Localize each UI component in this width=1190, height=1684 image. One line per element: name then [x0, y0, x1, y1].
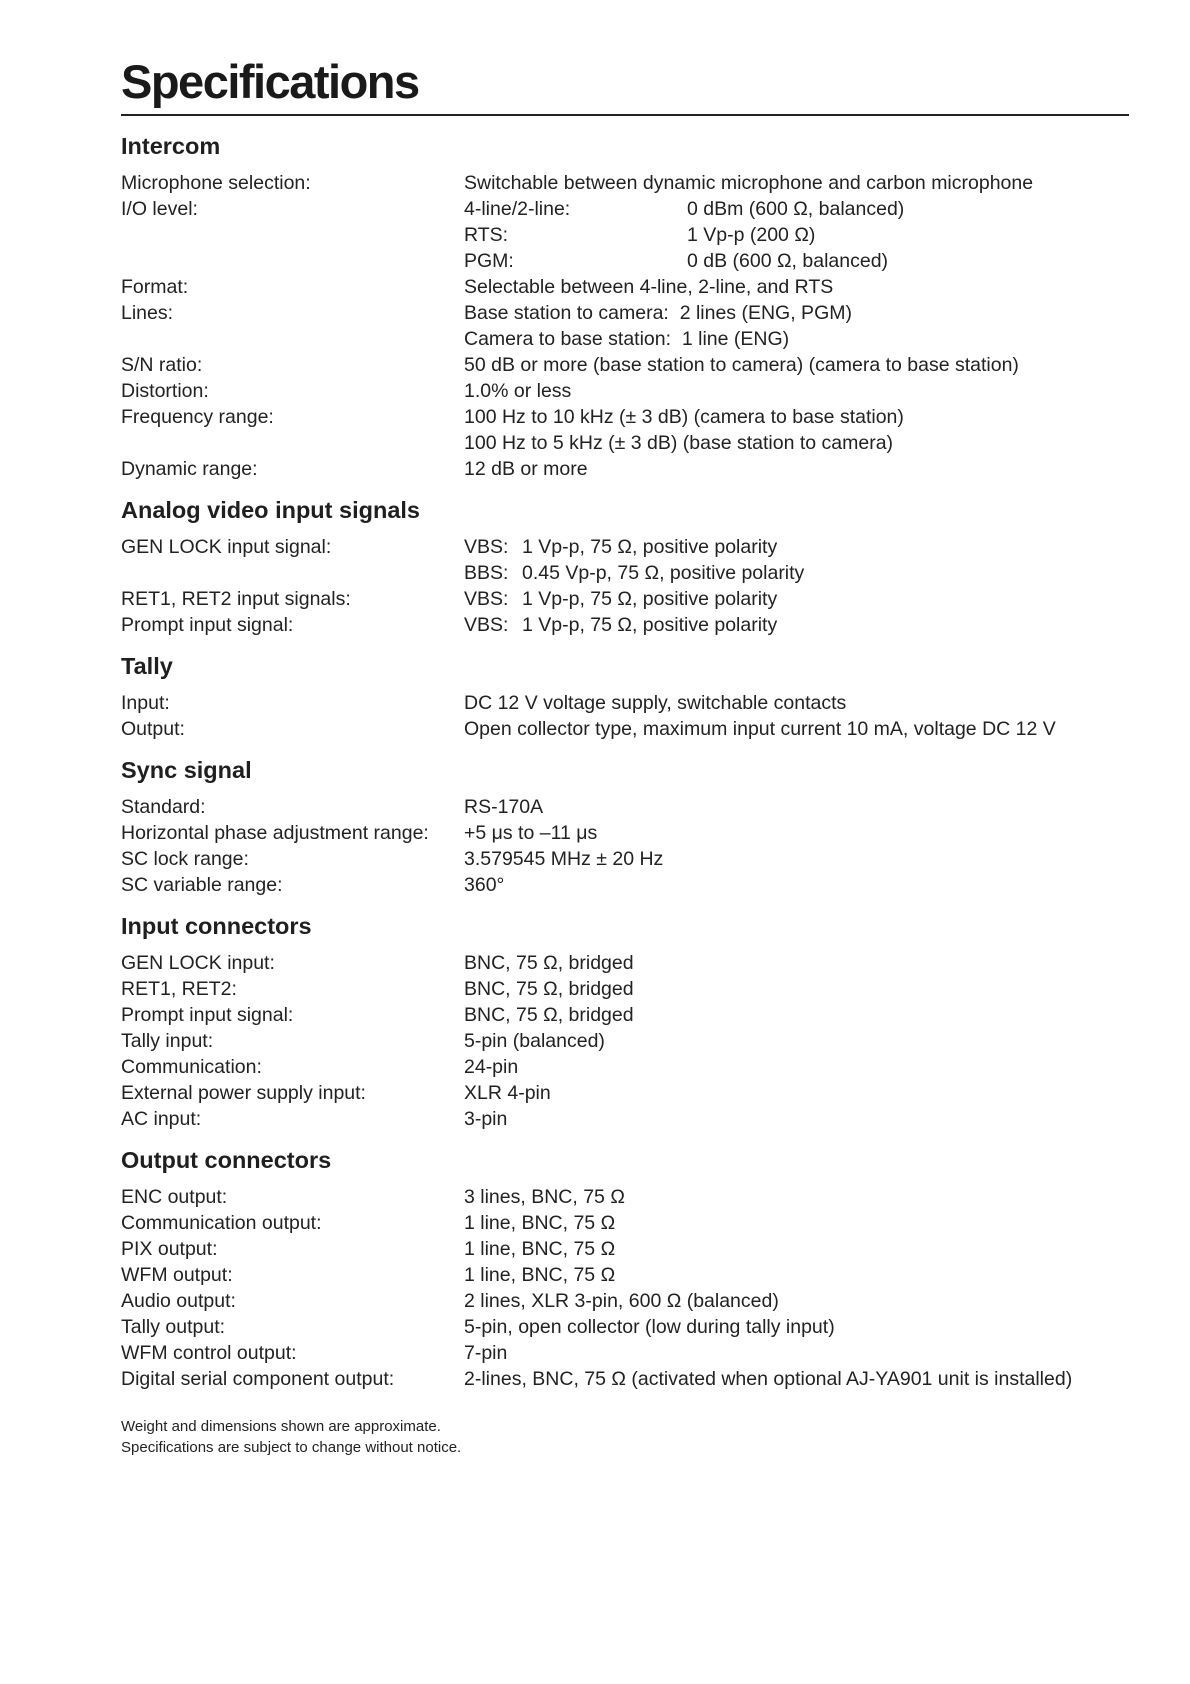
- spec-label: Tally output:: [121, 1316, 226, 1338]
- spec-value: BNC, 75 Ω, bridged: [464, 952, 634, 974]
- spec-row: [121, 170, 1129, 196]
- spec-row: [121, 820, 1129, 846]
- spec-value: 1.0% or less: [464, 380, 572, 402]
- spec-value: RS-170A: [464, 796, 544, 818]
- spec-value: [464, 222, 1129, 248]
- spec-label: Communication:: [121, 1056, 262, 1078]
- spec-label: S/N ratio:: [121, 354, 203, 376]
- spec-value: BNC, 75 Ω, bridged: [464, 1004, 634, 1026]
- spec-row: [121, 1288, 1129, 1314]
- spec-row: [121, 196, 1129, 222]
- spec-row: [121, 1002, 1129, 1028]
- spec-value: 5-pin, open collector (low during tally input): [464, 1316, 835, 1338]
- spec-row: [121, 534, 1129, 560]
- spec-rows: [121, 534, 1129, 638]
- spec-subvalue: 1 Vp-p, 75 Ω, positive polarity: [522, 614, 778, 636]
- spec-row: [121, 794, 1129, 820]
- spec-value: 24-pin: [464, 1056, 519, 1078]
- spec-subvalue: 0.45 Vp-p, 75 Ω, positive polarity: [522, 562, 805, 584]
- spec-value: 2-lines, BNC, 75 Ω (activated when optional AJ-YA901 unit is installed): [464, 1368, 1073, 1390]
- spec-row: [121, 1340, 1129, 1366]
- spec-value: Open collector type, maximum input current 10 mA, voltage DC 12 V: [464, 718, 1056, 740]
- section-heading: Intercom: [121, 133, 221, 159]
- spec-label: Input:: [121, 692, 170, 714]
- section-heading: Tally: [121, 653, 173, 679]
- spec-label: Format:: [121, 276, 189, 298]
- section-heading: Output connectors: [121, 1147, 332, 1173]
- spec-rows: [121, 794, 1129, 898]
- spec-value: Switchable between dynamic microphone and carbon microphone: [464, 172, 1034, 194]
- spec-row: [121, 274, 1129, 300]
- spec-row: [121, 300, 1129, 326]
- spec-subvalue: 0 dB (600 Ω, balanced): [687, 250, 889, 272]
- spec-label: Lines:: [121, 302, 174, 324]
- spec-value: 1 line, BNC, 75 Ω: [464, 1238, 616, 1260]
- section-analog-video: [121, 496, 1129, 638]
- spec-rows: [121, 1184, 1129, 1392]
- spec-rows: [121, 170, 1129, 482]
- spec-value: XLR 4-pin: [464, 1082, 551, 1104]
- spec-label: Distortion:: [121, 380, 209, 402]
- spec-row: [121, 378, 1129, 404]
- spec-row: [121, 950, 1129, 976]
- spec-rows: [121, 690, 1129, 742]
- spec-label: I/O level:: [121, 198, 198, 220]
- title-underline: [121, 114, 1129, 116]
- spec-row: [121, 1236, 1129, 1262]
- spec-row: [121, 456, 1129, 482]
- spec-label: SC variable range:: [121, 874, 283, 896]
- spec-row: [121, 586, 1129, 612]
- spec-label: Horizontal phase adjustment range:: [121, 822, 429, 844]
- spec-value: 1 line, BNC, 75 Ω: [464, 1212, 616, 1234]
- spec-subkey: VBS:: [464, 536, 509, 558]
- spec-row: [121, 872, 1129, 898]
- spec-row: [121, 352, 1129, 378]
- section-heading: Sync signal: [121, 757, 252, 783]
- spec-row: [121, 222, 1129, 248]
- spec-label: GEN LOCK input:: [121, 952, 275, 974]
- spec-label: Output:: [121, 718, 185, 740]
- spec-row: [121, 248, 1129, 274]
- spec-subkey: BBS:: [464, 562, 509, 584]
- spec-row: [121, 430, 1129, 456]
- spec-value: 100 Hz to 5 kHz (± 3 dB) (base station to camera): [464, 432, 894, 454]
- section-tally: [121, 652, 1129, 742]
- spec-label: Prompt input signal:: [121, 1004, 294, 1026]
- spec-value: 1 line, BNC, 75 Ω: [464, 1264, 616, 1286]
- spec-row: [121, 1028, 1129, 1054]
- spec-label: Audio output:: [121, 1290, 236, 1312]
- section-heading: Analog video input signals: [121, 497, 420, 523]
- spec-label: ENC output:: [121, 1186, 228, 1208]
- spec-row: [121, 1366, 1129, 1392]
- spec-row: [121, 1210, 1129, 1236]
- spec-label: RET1, RET2 input signals:: [121, 588, 351, 610]
- spec-rows: [121, 950, 1129, 1132]
- spec-value: Base station to camera: 2 lines (ENG, PGM): [464, 302, 852, 324]
- spec-value: [464, 612, 1129, 638]
- section-input-connectors: [121, 912, 1129, 1132]
- spec-row: [121, 716, 1129, 742]
- spec-label: Microphone selection:: [121, 172, 311, 194]
- spec-label: RET1, RET2:: [121, 978, 237, 1000]
- spec-value: 3-pin: [464, 1108, 508, 1130]
- spec-value: [464, 534, 1129, 560]
- spec-row: [121, 1262, 1129, 1288]
- spec-value: [464, 196, 1129, 222]
- spec-subvalue: 1 Vp-p, 75 Ω, positive polarity: [522, 536, 778, 558]
- spec-subvalue: 0 dBm (600 Ω, balanced): [687, 198, 905, 220]
- spec-row: [121, 976, 1129, 1002]
- section-output-connectors: [121, 1146, 1129, 1392]
- spec-label: Dynamic range:: [121, 458, 258, 480]
- spec-row: [121, 690, 1129, 716]
- spec-value: [464, 248, 1129, 274]
- spec-value: 100 Hz to 10 kHz (± 3 dB) (camera to base station): [464, 406, 904, 428]
- spec-value: +5 μs to –11 μs: [464, 822, 598, 844]
- spec-label: PIX output:: [121, 1238, 218, 1260]
- spec-value: BNC, 75 Ω, bridged: [464, 978, 634, 1000]
- spec-value: 3 lines, BNC, 75 Ω: [464, 1186, 625, 1208]
- section-heading: Input connectors: [121, 913, 312, 939]
- spec-subvalue: 1 Vp-p (200 Ω): [687, 224, 816, 246]
- footnote: Weight and dimensions shown are approximate.: [121, 1418, 441, 1435]
- spec-subkey: PGM:: [464, 250, 514, 272]
- spec-subkey: VBS:: [464, 614, 509, 636]
- section-intercom: [121, 132, 1129, 482]
- spec-row: [121, 1106, 1129, 1132]
- spec-row: [121, 846, 1129, 872]
- spec-row: [121, 1184, 1129, 1210]
- spec-page: [121, 54, 1129, 1458]
- spec-value: DC 12 V voltage supply, switchable contacts: [464, 692, 847, 714]
- spec-label: Prompt input signal:: [121, 614, 294, 636]
- spec-label: AC input:: [121, 1108, 202, 1130]
- spec-row: [121, 1314, 1129, 1340]
- spec-label: WFM output:: [121, 1264, 233, 1286]
- spec-label: Digital serial component output:: [121, 1368, 395, 1390]
- spec-row: [121, 326, 1129, 352]
- spec-value: 5-pin (balanced): [464, 1030, 605, 1052]
- spec-value: 3.579545 MHz ± 20 Hz: [464, 848, 664, 870]
- spec-value: 7-pin: [464, 1342, 508, 1364]
- spec-value: 360°: [464, 874, 505, 896]
- footnotes: [121, 1416, 1129, 1458]
- spec-value: 50 dB or more (base station to camera) (camera to base station): [464, 354, 1019, 376]
- spec-label: External power supply input:: [121, 1082, 366, 1104]
- spec-row: [121, 1080, 1129, 1106]
- spec-value: [464, 586, 1129, 612]
- spec-label: Frequency range:: [121, 406, 274, 428]
- spec-label: Tally input:: [121, 1030, 214, 1052]
- spec-subkey: VBS:: [464, 588, 509, 610]
- spec-label: Standard:: [121, 796, 206, 818]
- spec-label: Communication output:: [121, 1212, 322, 1234]
- spec-value: [464, 560, 1129, 586]
- spec-value: Selectable between 4-line, 2-line, and RTS: [464, 276, 834, 298]
- spec-value: 2 lines, XLR 3-pin, 600 Ω (balanced): [464, 1290, 779, 1312]
- section-sync-signal: [121, 756, 1129, 898]
- spec-row: [121, 404, 1129, 430]
- spec-value: 12 dB or more: [464, 458, 588, 480]
- spec-row: [121, 612, 1129, 638]
- footnote: Specifications are subject to change without notice.: [121, 1439, 462, 1456]
- spec-label: SC lock range:: [121, 848, 249, 870]
- spec-row: [121, 560, 1129, 586]
- spec-value: Camera to base station: 1 line (ENG): [464, 328, 790, 350]
- spec-label: WFM control output:: [121, 1342, 297, 1364]
- page-title: Specifications: [121, 55, 419, 108]
- spec-subvalue: 1 Vp-p, 75 Ω, positive polarity: [522, 588, 778, 610]
- spec-subkey: RTS:: [464, 224, 509, 246]
- spec-subkey: 4-line/2-line:: [464, 198, 571, 220]
- spec-label: GEN LOCK input signal:: [121, 536, 332, 558]
- spec-row: [121, 1054, 1129, 1080]
